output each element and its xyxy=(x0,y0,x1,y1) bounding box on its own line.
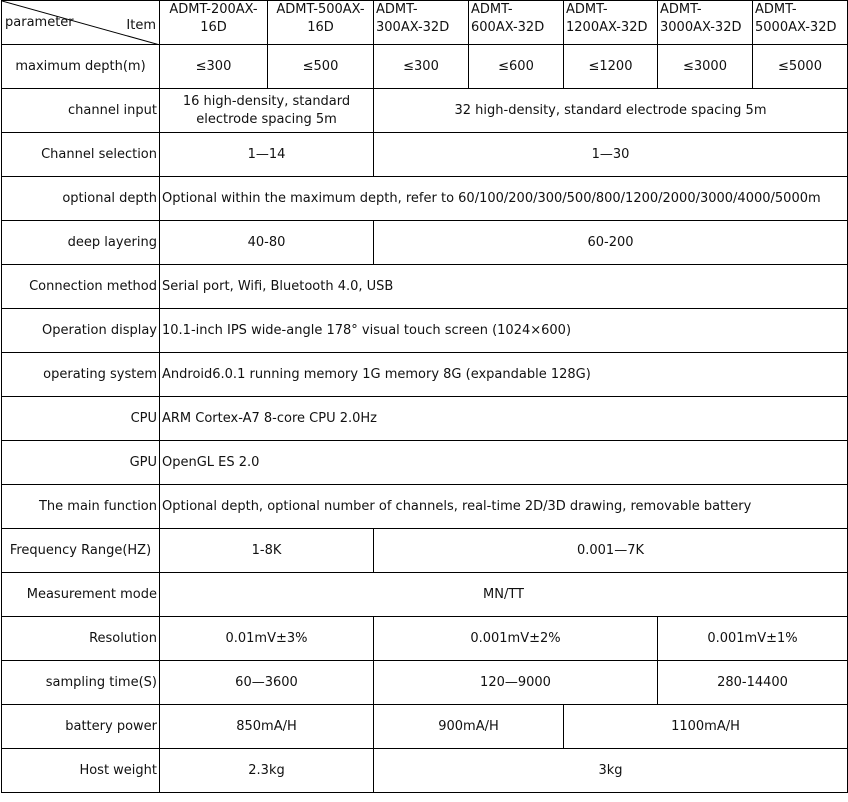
row-label: optional depth xyxy=(2,177,160,221)
model-line2: 300AX-32D xyxy=(376,20,450,35)
row-label: sampling time(S) xyxy=(2,661,160,705)
cell-value: ≤5000 xyxy=(753,45,848,89)
row-label: GPU xyxy=(2,441,160,485)
cell-value: Optional depth, optional number of channels, real-time 2D/3D drawing, removable battery xyxy=(160,485,848,529)
cell-value-32ch: 1—30 xyxy=(374,133,848,177)
cell-value: OpenGL ES 2.0 xyxy=(160,441,848,485)
model-line1: ADMT- xyxy=(376,2,418,17)
cell-value-16ch: 2.3kg xyxy=(160,749,374,793)
cell-value: ≤1200 xyxy=(564,45,658,89)
cell-value: ≤300 xyxy=(160,45,268,89)
row-operation-display xyxy=(2,309,848,353)
model-line1: ADMT-200AX- xyxy=(169,2,258,17)
cell-value: ARM Cortex-A7 8-core CPU 2.0Hz xyxy=(160,397,848,441)
parameter-item-corner xyxy=(2,1,160,45)
header-row xyxy=(2,1,848,45)
cell-value-mid: 0.001mV±2% xyxy=(374,617,658,661)
row-label: Channel selection xyxy=(2,133,160,177)
model-line1: ADMT- xyxy=(471,2,513,17)
parameter-label: parameter xyxy=(5,15,74,30)
row-frequency-range xyxy=(2,529,848,573)
row-connection-method xyxy=(2,265,848,309)
item-label: Item xyxy=(126,18,156,33)
row-battery-power xyxy=(2,705,848,749)
cell-value: MN/TT xyxy=(160,573,848,617)
cell-value: Android6.0.1 running memory 1G memory 8G (expandable 128G) xyxy=(160,353,848,397)
row-label: Connection method xyxy=(2,265,160,309)
cell-value: 10.1-inch IPS wide-angle 178° visual touch screen (1024×600) xyxy=(160,309,848,353)
row-operating-system xyxy=(2,353,848,397)
model-header-5000 xyxy=(753,1,848,45)
cell-value: ≤3000 xyxy=(658,45,753,89)
row-label: Frequency Range(HZ) xyxy=(2,529,160,573)
row-resolution xyxy=(2,617,848,661)
model-line1: ADMT-500AX- xyxy=(276,2,365,17)
cell-value-32ch: 60-200 xyxy=(374,221,848,265)
cell-line1: 16 high-density, standard xyxy=(182,93,351,109)
cell-value: Serial port, Wifi, Bluetooth 4.0, USB xyxy=(160,265,848,309)
cell-value-32ch: 3kg xyxy=(374,749,848,793)
cell-value-16ch: 40-80 xyxy=(160,221,374,265)
model-header-1200 xyxy=(564,1,658,45)
row-label: CPU xyxy=(2,397,160,441)
row-host-weight xyxy=(2,749,848,793)
model-line1: ADMT- xyxy=(566,2,608,17)
row-label: Host weight xyxy=(2,749,160,793)
cell-value-16ch xyxy=(160,89,374,133)
model-line1: ADMT- xyxy=(755,2,797,17)
model-header-200 xyxy=(160,1,268,45)
row-sampling-time xyxy=(2,661,848,705)
model-line2: 16D xyxy=(307,20,334,35)
cell-value: Optional within the maximum depth, refer to 60/100/200/300/500/800/1200/2000/3000/4000/5000m xyxy=(160,177,848,221)
cell-value-16ch: 60—3600 xyxy=(160,661,374,705)
cell-value: ≤300 xyxy=(374,45,469,89)
cell-value: ≤600 xyxy=(469,45,564,89)
model-header-3000 xyxy=(658,1,753,45)
model-line2: 16D xyxy=(200,20,227,35)
row-optional-depth xyxy=(2,177,848,221)
cell-value-16ch: 1—14 xyxy=(160,133,374,177)
row-label: Measurement mode xyxy=(2,573,160,617)
row-gpu xyxy=(2,441,848,485)
row-channel-input xyxy=(2,89,848,133)
row-channel-selection xyxy=(2,133,848,177)
model-line1: ADMT- xyxy=(660,2,702,17)
row-label: maximum depth(m) xyxy=(2,45,160,89)
cell-value-high: 280-14400 xyxy=(658,661,848,705)
cell-value-32ch: 0.001—7K xyxy=(374,529,848,573)
row-label: Operation display xyxy=(2,309,160,353)
row-max-depth xyxy=(2,45,848,89)
cell-value-32ch: 32 high-density, standard electrode spacing 5m xyxy=(374,89,848,133)
row-label: The main function xyxy=(2,485,160,529)
row-measurement-mode xyxy=(2,573,848,617)
cell-line2: electrode spacing 5m xyxy=(196,111,337,127)
row-label: deep layering xyxy=(2,221,160,265)
model-header-600 xyxy=(469,1,564,45)
model-line2: 600AX-32D xyxy=(471,20,545,35)
row-cpu xyxy=(2,397,848,441)
row-deep-layering xyxy=(2,221,848,265)
cell-value-high: 0.001mV±1% xyxy=(658,617,848,661)
cell-value-16ch: 850mA/H xyxy=(160,705,374,749)
row-label: battery power xyxy=(2,705,160,749)
cell-value-16ch: 0.01mV±3% xyxy=(160,617,374,661)
cell-value-mid: 120—9000 xyxy=(374,661,658,705)
cell-value-16ch: 1-8K xyxy=(160,529,374,573)
spec-table xyxy=(1,0,848,793)
model-line2: 5000AX-32D xyxy=(755,20,837,35)
row-label: operating system xyxy=(2,353,160,397)
row-label: Resolution xyxy=(2,617,160,661)
model-header-300 xyxy=(374,1,469,45)
model-line2: 3000AX-32D xyxy=(660,20,742,35)
row-label: channel input xyxy=(2,89,160,133)
cell-value: ≤500 xyxy=(268,45,374,89)
cell-value-high: 1100mA/H xyxy=(564,705,848,749)
model-line2: 1200AX-32D xyxy=(566,20,648,35)
cell-value-mid: 900mA/H xyxy=(374,705,564,749)
row-main-function xyxy=(2,485,848,529)
model-header-500 xyxy=(268,1,374,45)
